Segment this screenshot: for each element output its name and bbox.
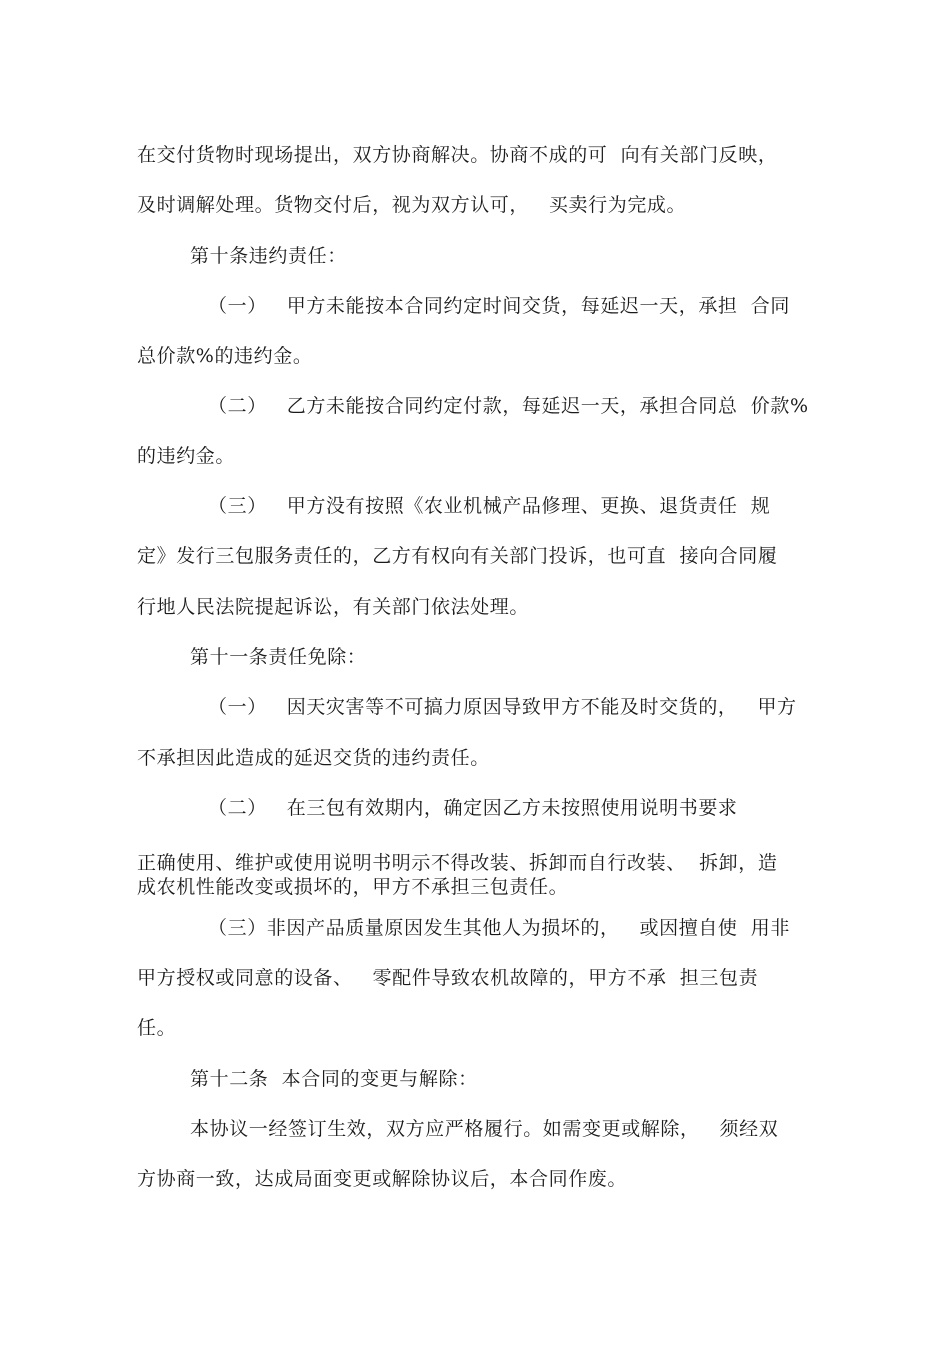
section-heading-article-12: 第十二条 本合同的变更与解除：	[190, 1068, 478, 1090]
clause-item: （三） 甲方没有按照《农业机械产品修理、更换、退货责任 规	[208, 495, 771, 517]
body-text-line: 不承担因此造成的延迟交货的违约责任。	[137, 747, 490, 769]
body-text-line: 方协商一致，达成局面变更或解除协议后，本合同作废。	[137, 1168, 628, 1190]
clause-item: （一） 因天灾害等不可搞力原因导致甲方不能及时交货的， 甲方	[208, 696, 797, 718]
body-text-line: 行地人民法院提起诉讼，有关部门依法处理。	[137, 596, 530, 618]
body-text-line: 正确使用、维护或使用说明书明示不得改装、拆卸而自行改装、 拆卸，造	[137, 852, 778, 874]
body-text-line: 本协议一经签订生效，双方应严格履行。如需变更或解除， 须经双	[190, 1118, 779, 1140]
body-text-line: 在交付货物时现场提出，双方协商解决。协商不成的可 向有关部门反映，	[137, 144, 778, 166]
clause-item: （一） 甲方未能按本合同约定时间交货，每延迟一天，承担 合同	[208, 295, 790, 317]
section-heading-article-10: 第十条违约责任：	[190, 245, 347, 267]
body-text-line: 定》发行三包服务责任的，乙方有权向有关部门投诉，也可直 接向合同履	[137, 545, 778, 567]
body-text-line: 任。	[137, 1017, 177, 1039]
clause-item: （三）非因产品质量原因发生其他人为损坏的， 或因擅自使 用非	[208, 917, 790, 939]
body-text-line: 总价款%的违约金。	[137, 345, 313, 367]
body-text-line: 及时调解处理。货物交付后，视为双方认可， 买卖行为完成。	[137, 194, 687, 216]
body-text-line: 的违约金。	[137, 445, 236, 467]
body-text-line: 甲方授权或同意的设备、 零配件导致农机故障的，甲方不承 担三包责	[137, 967, 759, 989]
clause-item: （二） 乙方未能按合同约定付款，每延迟一天，承担合同总 价款%	[208, 395, 809, 417]
body-text-line: 成农机性能改变或损坏的，甲方不承担三包责任。	[137, 876, 569, 898]
clause-item: （二） 在三包有效期内，确定因乙方未按照使用说明书要求	[208, 797, 738, 819]
section-heading-article-11: 第十一条责任免除：	[190, 646, 367, 668]
